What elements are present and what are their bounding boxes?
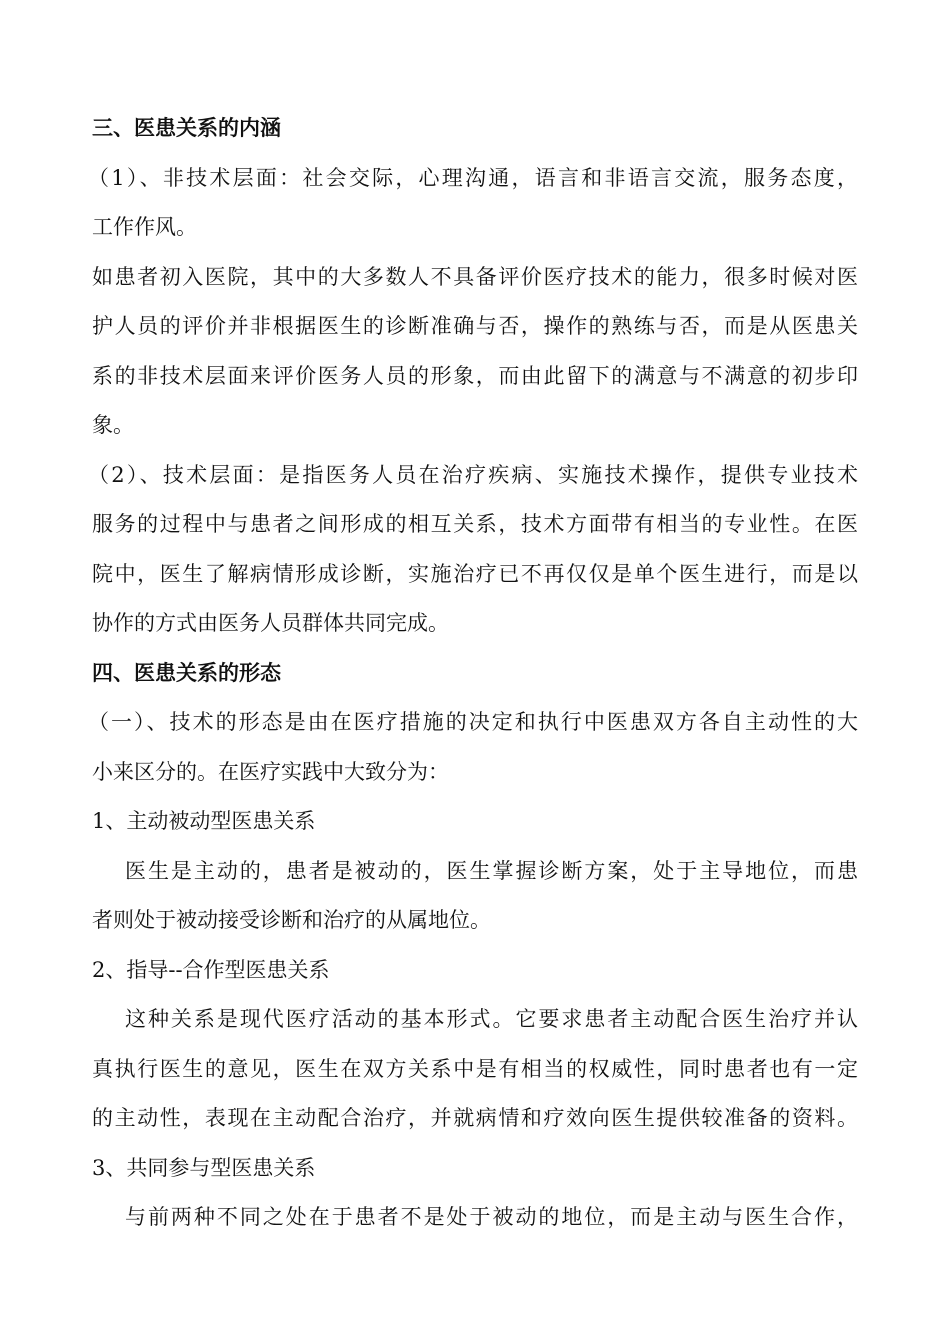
paragraph-line: 协作的方式由医务人员群体共同完成。 xyxy=(92,611,449,635)
paragraph-line: 与前两种不同之处在于患者不是处于被动的地位，而是主动与医生合作， xyxy=(125,1205,858,1229)
paragraph-line: 如患者初入医院，其中的大多数人不具备评价医疗技术的能力，很多时候对医 xyxy=(92,264,858,289)
paragraph-line: 系的非技术层面来评价医务人员的形象，而由此留下的满意与不满意的初步印 xyxy=(92,363,858,388)
subsection-title: 1、主动被动型医患关系 xyxy=(92,809,316,833)
paragraph-line: （2）、技术层面：是指医务人员在治疗疾病、实施技术操作，提供专业技术 xyxy=(88,462,858,487)
paragraph-line: 护人员的评价并非根据医生的诊断准确与否，操作的熟练与否，而是从医患关 xyxy=(92,314,858,338)
paragraph-line: 服务的过程中与患者之间形成的相互关系，技术方面带有相当的专业性。在医 xyxy=(92,512,858,536)
paragraph-line: 象。 xyxy=(92,413,134,437)
subsection-title: 2、指导--合作型医患关系 xyxy=(92,957,330,982)
paragraph-line: 工作作风。 xyxy=(92,215,197,239)
paragraph-line: （一）、技术的形态是由在医疗措施的决定和执行中医患双方各自主动性的大 xyxy=(88,710,858,734)
paragraph-line: 小来区分的。在医疗实践中大致分为： xyxy=(92,759,449,784)
section-heading: 四、医患关系的形态 xyxy=(92,660,281,685)
paragraph-line: （1）、非技术层面：社会交际，心理沟通，语言和非语言交流，服务态度， xyxy=(88,165,858,190)
paragraph-line: 院中，医生了解病情形成诊断，实施治疗已不再仅仅是单个医生进行，而是以 xyxy=(92,561,858,586)
paragraph-line: 真执行医生的意见，医生在双方关系中是有相当的权威性，同时患者也有一定 xyxy=(92,1056,858,1081)
subsection-title: 3、共同参与型医患关系 xyxy=(92,1155,316,1180)
document-page xyxy=(88,104,858,1243)
section-heading: 三、医患关系的内涵 xyxy=(92,116,281,140)
paragraph-line: 者则处于被动接受诊断和治疗的从属地位。 xyxy=(92,908,491,932)
paragraph-line: 的主动性，表现在主动配合治疗，并就病情和疗效向医生提供较准备的资料。 xyxy=(92,1106,858,1130)
paragraph-line: 这种关系是现代医疗活动的基本形式。它要求患者主动配合医生治疗并认 xyxy=(125,1007,858,1031)
paragraph-line: 医生是主动的，患者是被动的，医生掌握诊断方案，处于主导地位，而患 xyxy=(125,858,858,883)
